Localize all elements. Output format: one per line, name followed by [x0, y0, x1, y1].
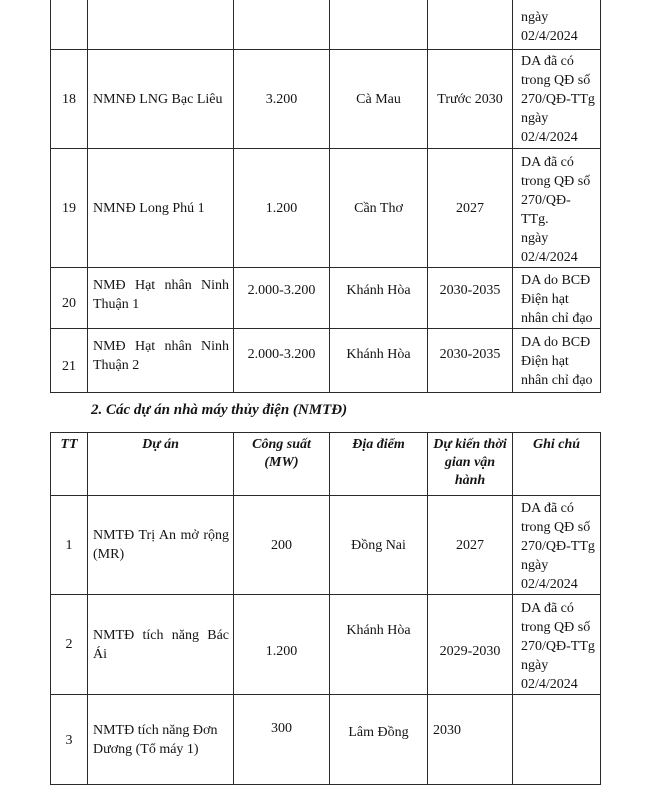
project-cell: NMNĐ Long Phú 1	[88, 149, 234, 268]
table-header-row	[51, 433, 601, 496]
note-line: DA do BCĐ	[521, 273, 591, 288]
note-line: Điện hạt	[521, 354, 569, 369]
note-line: DA do BCĐ	[521, 335, 591, 350]
table-row	[51, 268, 601, 329]
thermal-power-table	[50, 0, 601, 393]
note-line: 02/4/2024	[521, 250, 578, 265]
project-cell: NMTĐ tích năng Đơn Dương (Tổ máy 1)	[88, 695, 234, 785]
tt-cell: 20	[51, 268, 88, 329]
capacity-cell: 2.000-3.200	[234, 329, 330, 393]
project-cell: NMTĐ tích năng Bác Ái	[88, 595, 234, 695]
schedule-cell: 2027	[428, 496, 513, 595]
project-cell: NMNĐ LNG Bạc Liêu	[88, 50, 234, 149]
project-cell: NMĐ Hạt nhân Ninh Thuận 1	[88, 268, 234, 329]
hydropower-table	[50, 432, 601, 785]
note-line: DA đã có	[521, 54, 574, 69]
note-line: nhân chỉ đạo	[521, 311, 593, 326]
note-cell	[513, 329, 601, 393]
schedule-cell: 2030-2035	[428, 268, 513, 329]
location-cell: Cần Thơ	[330, 149, 428, 268]
capacity-cell: 3.200	[234, 50, 330, 149]
note-line: 02/4/2024	[521, 577, 578, 592]
table-row	[51, 496, 601, 595]
table-row	[51, 50, 601, 149]
table-row	[51, 595, 601, 695]
tt-cell: 3	[51, 695, 88, 785]
note-line: DA đã có	[521, 501, 574, 516]
location-cell: Khánh Hòa	[330, 595, 428, 695]
schedule-cell: 2030	[428, 695, 513, 785]
note-line: 270/QĐ-TTg	[521, 92, 595, 107]
location-cell: Lâm Đồng	[330, 695, 428, 785]
note-line: 270/QĐ-TTg	[521, 639, 595, 654]
note-cell	[513, 496, 601, 595]
location-cell: Đồng Nai	[330, 496, 428, 595]
project-cell: NMĐ Hạt nhân Ninh Thuận 2	[88, 329, 234, 393]
note-line: 02/4/2024	[521, 677, 578, 692]
note-line: 02/4/2024	[521, 130, 578, 145]
note-line: nhân chỉ đạo	[521, 373, 593, 388]
tt-cell: 19	[51, 149, 88, 268]
capacity-cell	[234, 0, 330, 50]
note-cell	[513, 50, 601, 149]
note-cell	[513, 0, 601, 50]
capacity-cell: 1.200	[234, 595, 330, 695]
note-cell	[513, 268, 601, 329]
header-capacity: Công suất (MW)	[234, 433, 330, 496]
note-line: 270/QĐ-TTg.	[521, 193, 571, 227]
header-schedule: Dự kiến thời gian vận hành	[428, 433, 513, 496]
note-cell	[513, 695, 601, 785]
location-cell	[330, 0, 428, 50]
header-project: Dự án	[88, 433, 234, 496]
header-tt: TT	[51, 433, 88, 496]
schedule-cell: Trước 2030	[428, 50, 513, 149]
note-cell	[513, 595, 601, 695]
table-row	[51, 149, 601, 268]
location-cell: Khánh Hòa	[330, 329, 428, 393]
note-line: trong QĐ số	[521, 174, 591, 189]
tt-cell: 21	[51, 329, 88, 393]
note-line: ngày	[521, 111, 549, 126]
table-row	[51, 695, 601, 785]
tt-cell: 1	[51, 496, 88, 595]
location-cell: Cà Mau	[330, 50, 428, 149]
capacity-cell: 2.000-3.200	[234, 268, 330, 329]
project-cell	[88, 0, 234, 50]
note-line: 270/QĐ-TTg	[521, 539, 595, 554]
section-title: 2. Các dự án nhà máy thủy điện (NMTĐ)	[91, 402, 348, 418]
note-cell	[513, 149, 601, 268]
project-cell: NMTĐ Trị An mở rộng (MR)	[88, 496, 234, 595]
table-row	[51, 0, 601, 50]
header-note: Ghi chú	[513, 433, 601, 496]
schedule-cell: 2030-2035	[428, 329, 513, 393]
note-line: trong QĐ số	[521, 620, 591, 635]
schedule-cell: 2027	[428, 149, 513, 268]
schedule-cell: 2029-2030	[428, 595, 513, 695]
capacity-cell: 1.200	[234, 149, 330, 268]
note-line: Điện hạt	[521, 292, 569, 307]
note-line: trong QĐ số	[521, 520, 591, 535]
tt-cell: 2	[51, 595, 88, 695]
note-line: ngày	[521, 10, 549, 25]
note-line: ngày	[521, 231, 549, 246]
tt-cell: 18	[51, 50, 88, 149]
table-row	[51, 329, 601, 393]
note-line: ngày	[521, 658, 549, 673]
note-line: trong QĐ số	[521, 73, 591, 88]
capacity-cell: 300	[234, 695, 330, 785]
header-location: Địa điểm	[330, 433, 428, 496]
location-cell: Khánh Hòa	[330, 268, 428, 329]
tt-cell	[51, 0, 88, 50]
note-line: DA đã có	[521, 601, 574, 616]
capacity-cell: 200	[234, 496, 330, 595]
note-line: ngày	[521, 558, 549, 573]
note-line: 02/4/2024	[521, 29, 578, 44]
note-line: DA đã có	[521, 155, 574, 170]
schedule-cell	[428, 0, 513, 50]
